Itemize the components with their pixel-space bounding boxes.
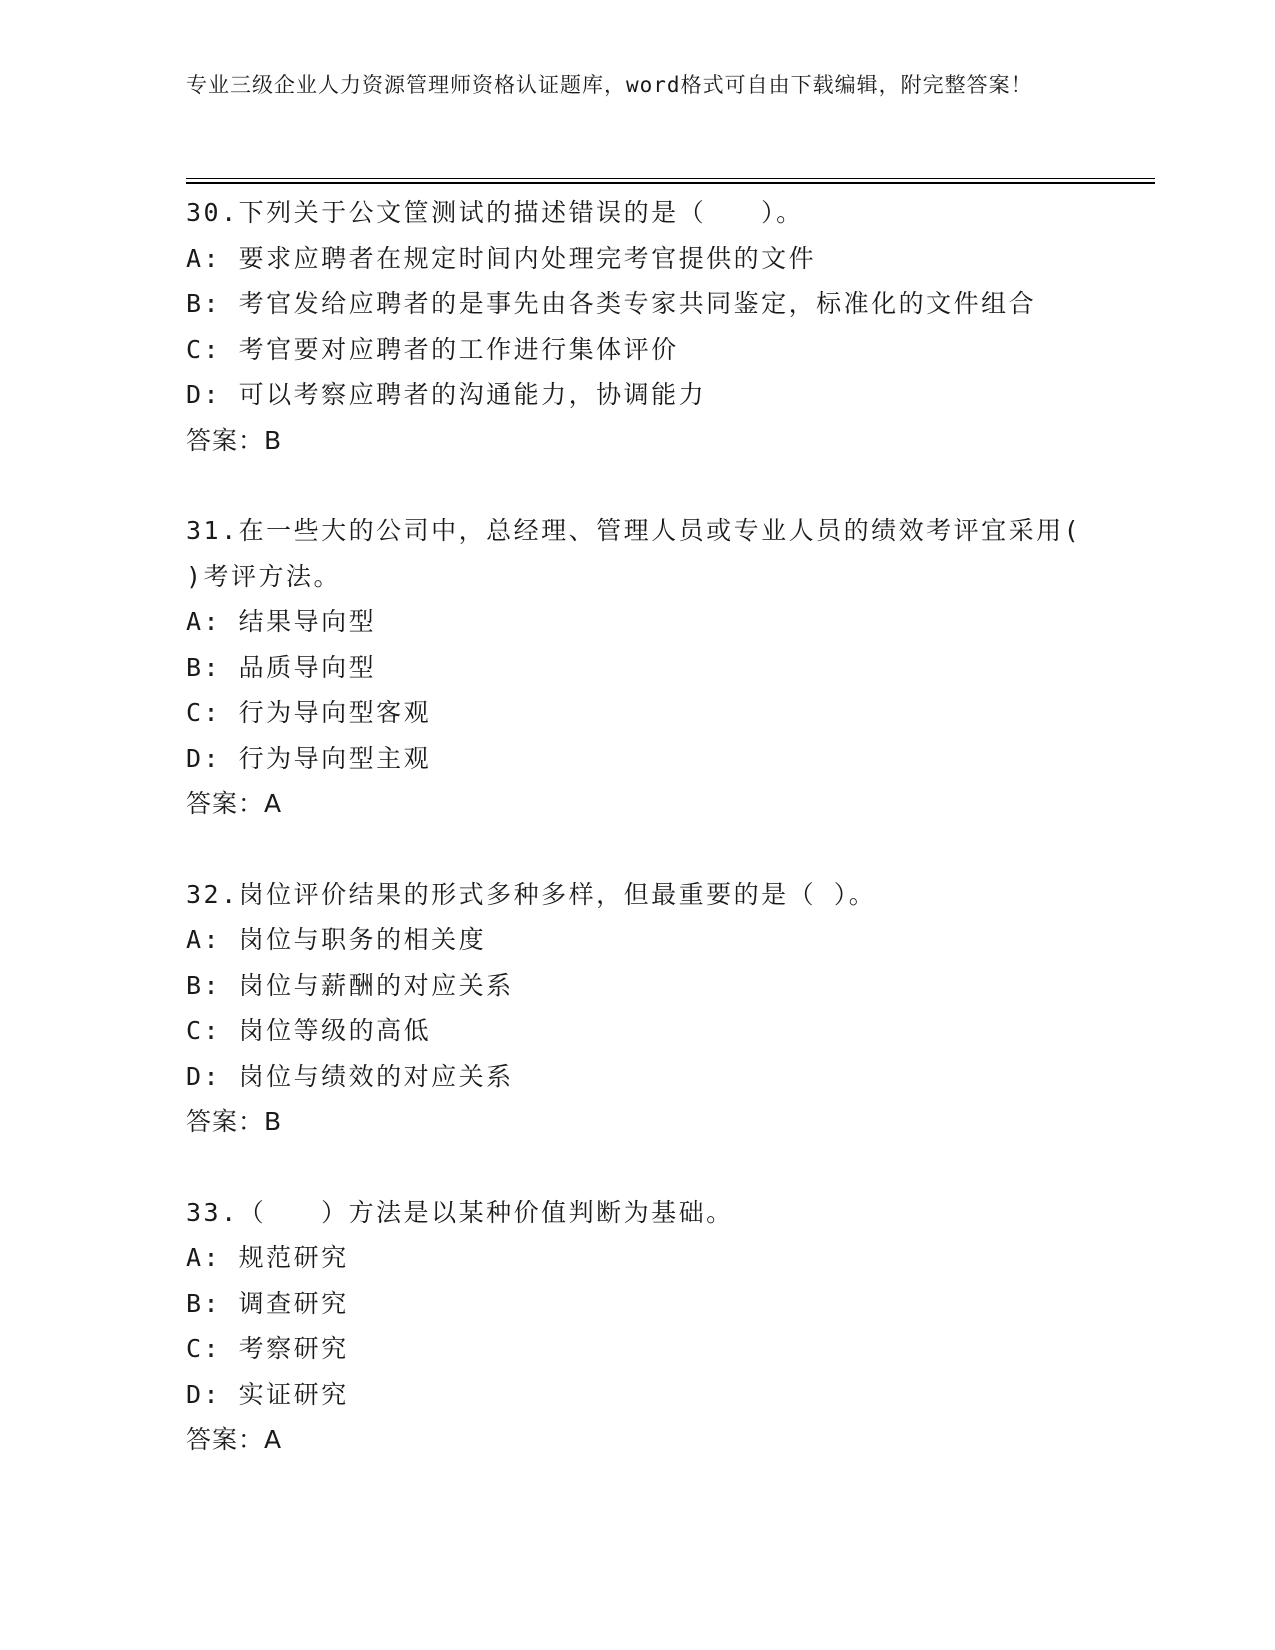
- answer: 答案：A: [186, 789, 283, 818]
- question-32: [186, 872, 1096, 1145]
- option-b: B: 品质导向型: [186, 652, 377, 682]
- option-b: B: 调查研究: [186, 1288, 349, 1318]
- question-stem: 32.岗位评价结果的形式多种多样，但最重要的是（ ）。: [186, 879, 877, 909]
- option-c: C: 考察研究: [186, 1334, 349, 1363]
- question-33: [186, 1190, 1096, 1463]
- option-c: C: 考官要对应聘者的工作进行集体评价: [186, 334, 679, 364]
- document-header: 专业三级企业人力资源管理师资格认证题库，word格式可自由下载编辑，附完整答案！: [186, 73, 1033, 97]
- question-30: [186, 190, 1096, 463]
- option-b: B: 考官发给应聘者的是事先由各类专家共同鉴定，标准化的文件组合: [186, 289, 1037, 318]
- header-divider-thin: [186, 178, 1155, 179]
- question-stem: 30.下列关于公文筐测试的描述错误的是（ ）。: [186, 198, 804, 227]
- option-b: B: 岗位与薪酬的对应关系: [186, 970, 514, 1000]
- option-a: A: 岗位与职务的相关度: [186, 925, 487, 954]
- option-a: A: 要求应聘者在规定时间内处理完考官提供的文件: [186, 243, 817, 273]
- header-divider-thick: [186, 182, 1155, 184]
- option-c: C: 岗位等级的高低: [186, 1016, 432, 1045]
- option-d: D: 岗位与绩效的对应关系: [186, 1061, 514, 1091]
- question-31: [186, 508, 1099, 827]
- question-stem: 33.（ ）方法是以某种价值判断为基础。: [186, 1197, 734, 1227]
- option-c: C: 行为导向型客观: [186, 698, 432, 727]
- answer: 答案：B: [186, 1107, 283, 1136]
- answer: 答案：A: [186, 1425, 283, 1454]
- question-stem: 31.在一些大的公司中，总经理、管理人员或专业人员的绩效考评宜采用( )考评方法。: [186, 516, 1099, 591]
- option-d: D: 可以考察应聘者的沟通能力，协调能力: [186, 380, 707, 409]
- question-list: [186, 190, 1099, 1463]
- option-d: D: 实证研究: [186, 1379, 349, 1409]
- option-a: A: 结果导向型: [186, 607, 377, 636]
- option-d: D: 行为导向型主观: [186, 743, 432, 773]
- option-a: A: 规范研究: [186, 1243, 349, 1272]
- answer: 答案：B: [186, 425, 283, 455]
